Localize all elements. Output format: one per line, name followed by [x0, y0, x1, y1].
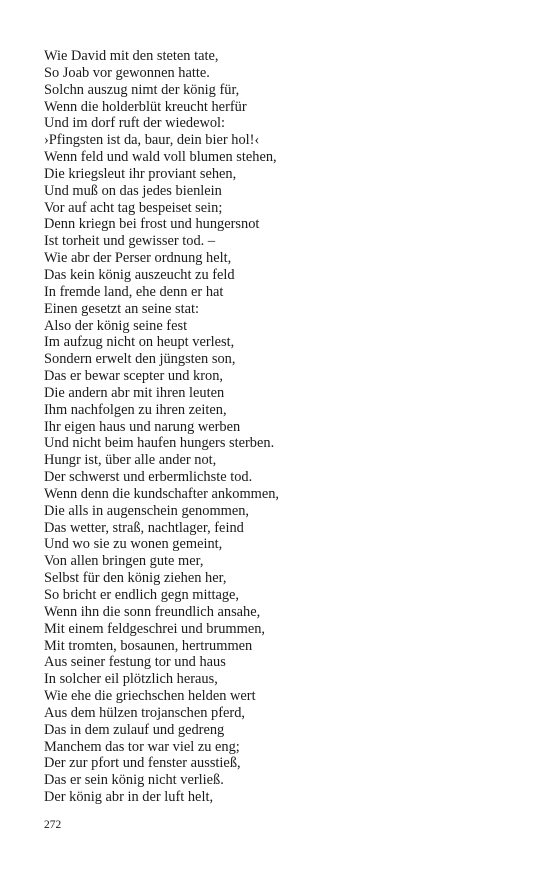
- poem-line: Und nicht beim haufen hungers sterben.: [44, 435, 275, 452]
- poem-line: Die alls in augenschein genommen,: [44, 502, 250, 519]
- poem-line: Solchn auszug nimt der könig für,: [44, 81, 240, 98]
- poem-line: Hungr ist, über alle ander not,: [44, 452, 217, 469]
- poem-line: In solcher eil plötzlich heraus,: [44, 671, 218, 688]
- poem-line: Von allen bringen gute mer,: [44, 553, 204, 570]
- poem-line: Einen gesetzt an seine stat:: [44, 300, 200, 317]
- poem-line: Wenn denn die kundschafter ankommen,: [44, 485, 280, 502]
- poem-line: Im aufzug nicht on heupt verlest,: [44, 334, 235, 351]
- poem-line: Ihr eigen haus und narung werben: [44, 418, 241, 435]
- poem-line: Und im dorf ruft der wiedewol:: [44, 115, 226, 132]
- poem-line: Das er bewar scepter und kron,: [44, 368, 224, 385]
- poem-line: Die kriegsleut ihr proviant sehen,: [44, 165, 237, 182]
- poem-line: Manchem das tor war viel zu eng;: [44, 738, 240, 755]
- poem-line: Und muß on das jedes bienlein: [44, 182, 222, 199]
- poem-line: Ihm nachfolgen zu ihren zeiten,: [44, 401, 227, 418]
- poem-line: Mit tromten, bosaunen, hertrummen: [44, 637, 253, 654]
- poem-line: So bricht er endlich gegn mittage,: [44, 587, 240, 603]
- poem-line: Das er sein könig nicht verließ.: [44, 772, 224, 789]
- poem-line: Aus dem hülzen trojanschen pferd,: [44, 704, 246, 721]
- poem-line: Und wo sie zu wonen gemeint,: [44, 536, 223, 553]
- poem-line: Wie abr der Perser ordnung helt,: [44, 250, 232, 267]
- poem-line: Die andern abr mit ihren leuten: [44, 384, 225, 401]
- poem-line: Mit einem feldgeschrei und brummen,: [44, 620, 265, 637]
- poem-line: Sondern erwelt den jüngsten son,: [44, 351, 236, 368]
- poem-line: Also der könig seine fest: [44, 317, 188, 334]
- poem-line: Der zur pfort und fenster ausstieß,: [44, 755, 241, 772]
- poem-line: ›Pfingsten ist da, baur, dein bier hol!‹: [44, 132, 260, 149]
- poem-line: Wenn ihn die sonn freundlich ansahe,: [44, 603, 261, 620]
- poem-line: Ist torheit und gewisser tod. –: [44, 233, 216, 250]
- poem-line: Selbst für den könig ziehen her,: [44, 570, 227, 587]
- poem-line: Aus seiner festung tor und haus: [44, 654, 226, 671]
- poem-line: Das kein könig auszeucht zu feld: [44, 266, 235, 283]
- poem-line: So Joab vor gewonnen hatte.: [44, 64, 210, 81]
- page-number: 272: [44, 819, 62, 831]
- poem-line: Wie ehe die griechschen helden wert: [44, 688, 256, 705]
- poem-line: Der könig abr in der luft helt,: [44, 789, 214, 806]
- poem-line: Wenn feld und wald voll blumen stehen,: [44, 149, 277, 166]
- poem-line: Denn kriegn bei frost und hungersnot: [44, 216, 260, 233]
- poem-line: Das in dem zulauf und gedreng: [44, 721, 225, 738]
- poem-line: Vor auf acht tag bespeiset sein;: [44, 199, 223, 216]
- poem-line: Der schwerst und erbermlichste tod.: [44, 469, 253, 486]
- poem-line: Wie David mit den steten tate,: [44, 48, 219, 64]
- poem-line: Das wetter, straß, nachtlager, feind: [44, 519, 244, 536]
- poem-text: [44, 48, 279, 806]
- poem-line: In fremde land, ehe denn er hat: [44, 283, 224, 300]
- poem-line: Wenn die holderblüt kreucht herfür: [44, 98, 247, 115]
